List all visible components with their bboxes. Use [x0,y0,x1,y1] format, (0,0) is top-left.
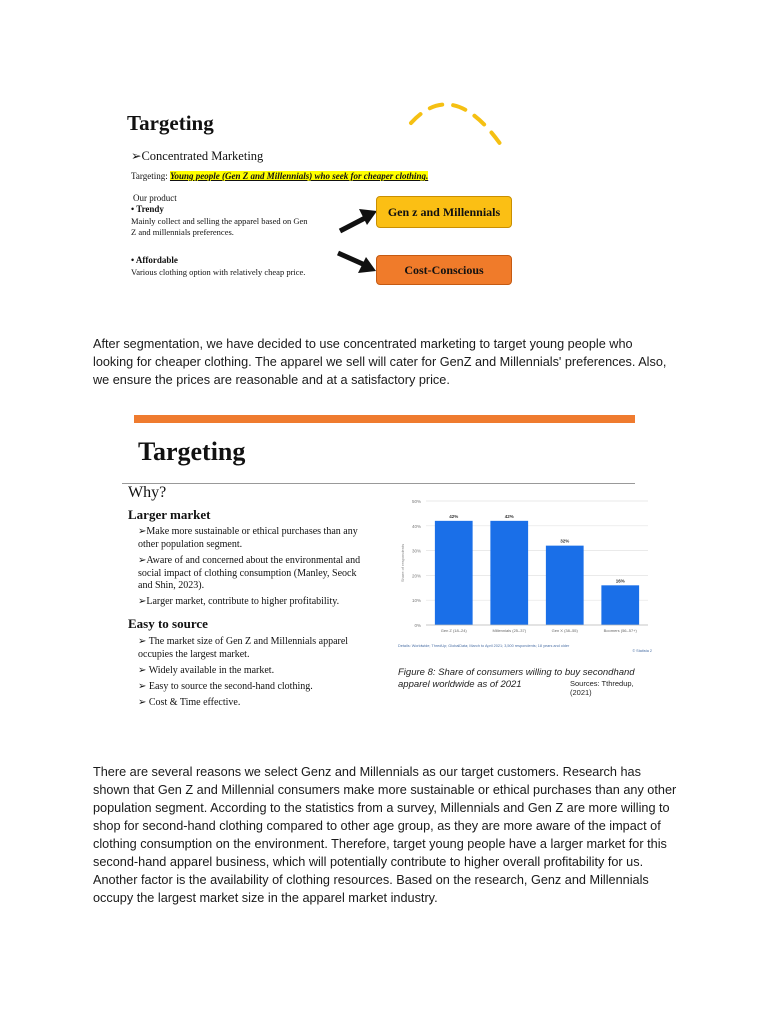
slide-title: Targeting [138,437,246,466]
gen-z-millennials-box: Gen z and Millennials [376,196,512,228]
dashed-arc-decoration [411,104,501,145]
chart-credit: © Statista 2 [632,649,652,653]
why-heading: Why? [128,484,167,501]
larger-market-item: ➢Aware of and concerned about the environmental and social impact of clothing consumption (Manley, Seock and Shin, 2023). [138,555,361,591]
y-tick-label: 40% [411,523,421,529]
y-axis-label: Share of respondents [400,543,405,583]
chart-details: Details: Worldwide; ThredUp; GlobalData; March to April 2021; 3,500 respondents; 18 years and older [398,644,570,648]
targeting-label: Targeting: [131,171,170,181]
product-heading: Our product [133,193,177,203]
product-bullet-trendy: • Trendy [131,204,164,214]
y-tick-label: 0% [414,623,421,628]
slide-top-accent-bar [134,415,635,423]
slide-image-targeting-1 [93,85,538,297]
bar-value-label: 42% [449,513,459,519]
bar-chart [394,493,656,655]
slide-title: Targeting [127,111,214,135]
targeting-value: Young people (Gen Z and Millennials) who seek for cheaper clothing. [169,171,429,181]
easy-source-item: ➢ Easy to source the second-hand clothing. [138,681,313,692]
figure-caption: Figure 8: Share of consumers willing to buy secondhand apparel worldwide as of 2021 [398,667,635,690]
cost-conscious-box: Cost-Conscious [376,255,512,285]
larger-market-heading: Larger market [128,507,211,522]
product-bullet-affordable: • Affordable [131,255,178,265]
easy-source-heading: Easy to source [128,616,208,631]
paragraph-segmentation: After segmentation, we have decided to use concentrated marketing to target young people who looking for cheaper clothing. The apparel we sell will cater for GenZ and Millennials' preferences. Also, we ensure the prices are reasonable and at a satisfactory price. [93,337,667,387]
targeting-line [131,171,428,181]
bar-value-label: 42% [504,513,514,519]
bar [601,585,639,625]
arrow-right-up-icon [340,209,377,231]
bar-value-label: 16% [615,578,625,584]
paragraph-reasons: There are several reasons we select Genz and Millennials as our target customers. Research has shown that Gen Z and Millennial consumers make more sustainable or ethical purchases than any other population segment. According to the statistics from a survey, Millennials and Gen Z are more willing to shop for second-hand clothing compared to other age group, as they are more aware of the impact of clothing consumption on the environment. Therefore, target young people have a larger market for this second-hand apparel business, which will potentially contribute to higher overall profitability for us. Another factor is the availability of clothing resources. Based on the research, Genz and Millennials occupy the largest market size in the apparel market industry. [93,765,677,905]
bar [546,546,584,625]
product-desc-trendy: Mainly collect and selling the apparel based on Gen Z and millennials preferences. [131,216,308,237]
figure-source: Sources: Tthredup, (2021) [570,679,634,697]
x-tick-label: Gen X (38–55) [551,628,578,633]
bar-value-label: 32% [560,538,570,544]
arrow-right-down-icon [338,253,376,273]
slide-subtitle: ➢Concentrated Marketing [131,149,264,163]
product-desc-affordable: Various clothing option with relatively cheap price. [131,267,306,277]
y-tick-label: 20% [411,573,421,579]
y-tick-label: 30% [411,548,421,554]
x-tick-label: Gen Z (18–24) [440,628,467,633]
easy-source-item: ➢ Cost & Time effective. [138,697,241,708]
y-tick-label: 50% [411,499,421,504]
bar [490,521,528,625]
x-tick-label: Millennials (25–37) [492,628,527,633]
larger-market-item: ➢Make more sustainable or ethical purchases than any other population segment. [138,526,358,550]
x-tick-label: Boomers (56–57+) [603,628,637,633]
bar [435,521,473,625]
easy-source-item: ➢ The market size of Gen Z and Millennials apparel occupies the largest market. [138,636,349,660]
y-tick-label: 10% [411,598,421,604]
title-divider [122,483,635,484]
bar-chart-svg [394,493,656,655]
larger-market-item: ➢Larger market, contribute to higher profitability. [138,596,340,607]
easy-source-item: ➢ Widely available in the market. [138,665,275,676]
slide-image-targeting-2 [122,415,657,715]
